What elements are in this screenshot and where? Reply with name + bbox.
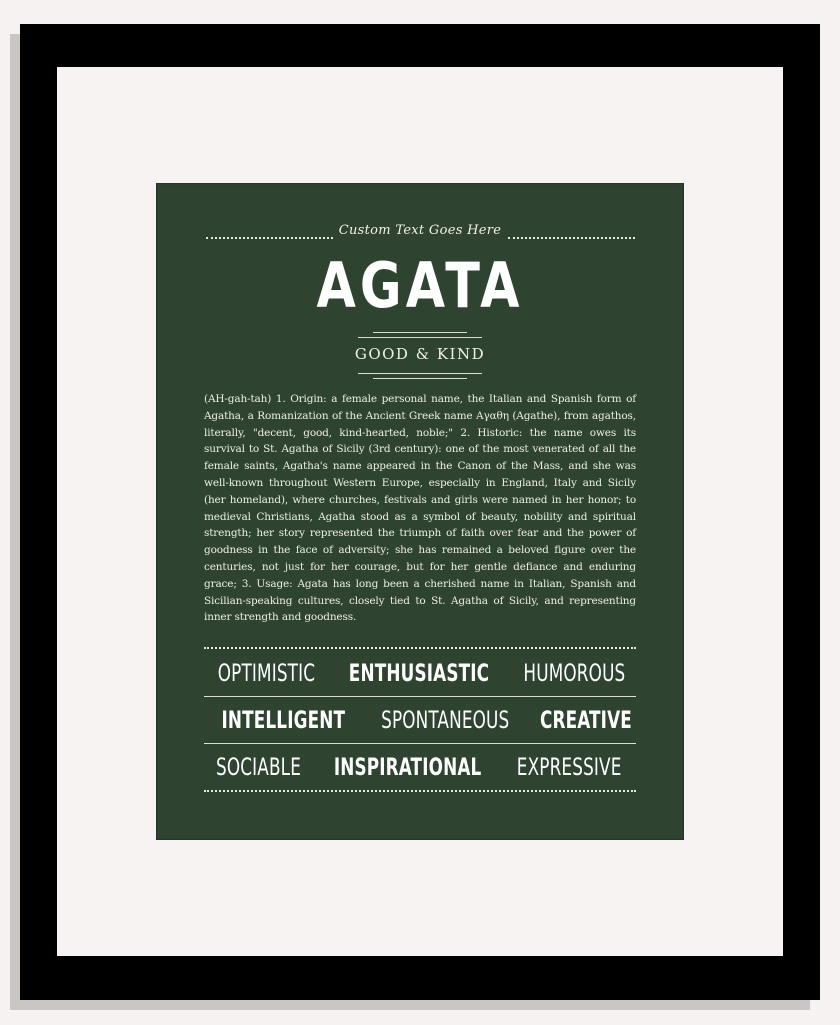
divider-top-2 [358, 337, 482, 338]
trait: SPONTANEOUS [380, 706, 509, 734]
traits-row-3 [204, 744, 636, 791]
trait: SOCIABLE [215, 753, 302, 781]
divider-dotted-traits-top [204, 647, 636, 649]
name-meaning: GOOD & KIND [354, 345, 486, 363]
trait: INTELLIGENT [221, 706, 346, 734]
traits-row-2 [204, 697, 636, 744]
divider-bottom-2 [373, 378, 467, 379]
name-definition: (AH-gah-tah) 1. Origin: a female personal name, the Italian and Spanish form of Agatha, a Romanization of the Ancient Greek name Αγαθη (Agathe), from agathos, literally, "decent, good, kind-hearted, noble;" 2. Historic: the name owes its survival to St. Agatha of Sicily (3rd century): one of the most venerated of all the female saints, Agatha's name appeared in the Canon of the Mass, and she was well-known throughout Western Europe, especially in England, Italy and Sicily (her homeland), where churches, festivals and girls were named in her honor; to medieval Christians, Agatha stood as a symbol of beauty, nobility and spiritual strength; her story represented the triumph of faith over fear and the power of goodness in the face of adversity; she has remained a beloved figure over the centuries, not just for her courage, but for her gentle defiance and enduring grace; 3. Usage: Agata has long been a cherished name in Italian, Spanish and Sicilian-speaking cultures, closely tied to St. Agatha of Sicily, and representing inner strength and goodness. [204, 393, 636, 624]
trait: CREATIVE [540, 706, 633, 734]
traits-block [204, 650, 636, 697]
divider-top-1 [373, 332, 467, 333]
trait: INSPIRATIONAL [333, 753, 482, 781]
traits-block-2 [204, 697, 636, 744]
traits-row-1 [204, 650, 636, 697]
custom-text: Custom Text Goes Here [338, 223, 502, 238]
name-print [156, 183, 684, 840]
trait: ENTHUSIASTIC [348, 659, 490, 687]
traits-block-3 [204, 744, 636, 791]
trait: OPTIMISTIC [217, 659, 316, 687]
trait: HUMOROUS [523, 659, 626, 687]
featured-name: AGATA [316, 249, 524, 322]
trait: EXPRESSIVE [517, 753, 622, 781]
divider-dotted-traits-bottom [204, 790, 636, 792]
divider-bottom-1 [358, 373, 482, 374]
